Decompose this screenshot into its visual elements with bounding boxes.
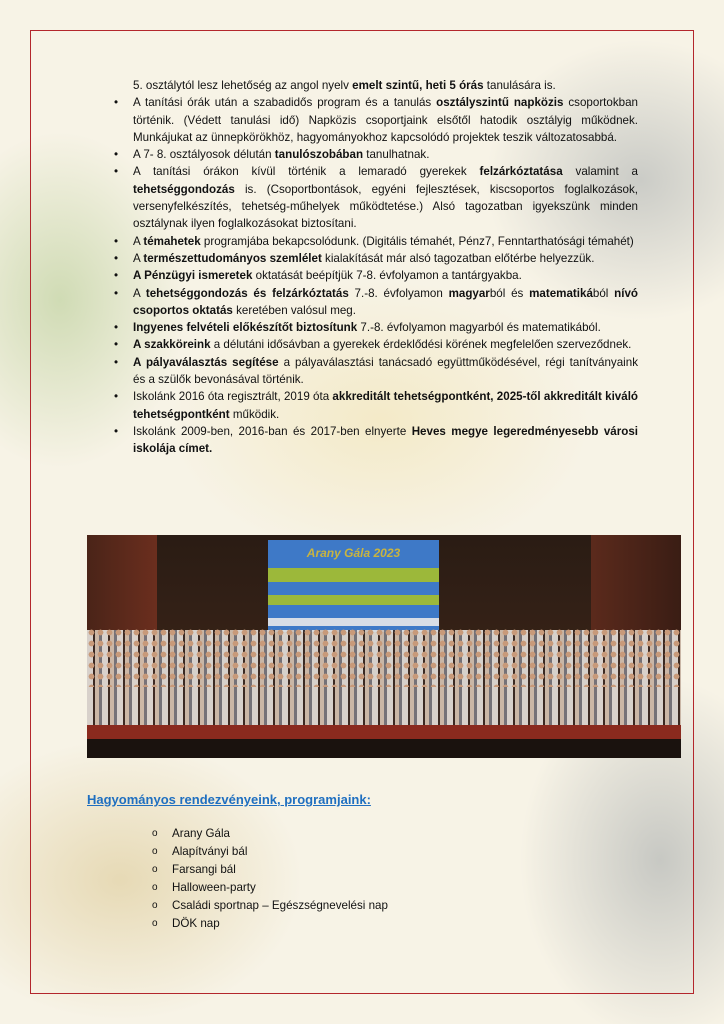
text: csoportokban történik. (Védett tanulási idő) Napközis csoportjaink elsőtől hatodik osztályig működnek. Munkájukat az ünnepkörökhöz, hagyományokhoz kapcsolódó projektek teszik változatosabbá. bbox=[133, 96, 638, 144]
bold-text: A szakköreink bbox=[133, 338, 211, 352]
list-item bbox=[106, 423, 638, 458]
text: 7.-8. évfolyamon magyarból és matematikából. bbox=[357, 321, 601, 335]
bold-text: magyar bbox=[448, 286, 490, 300]
bold-text: A pályaválasztás segítése bbox=[133, 355, 279, 369]
text: működik. bbox=[229, 407, 280, 421]
list-item bbox=[106, 163, 638, 232]
audience bbox=[87, 739, 681, 758]
bold-text: tanulószobában bbox=[274, 148, 364, 162]
events-heading: Hagyományos rendezvényeink, programjaink: bbox=[87, 792, 371, 807]
text: A bbox=[133, 286, 146, 300]
text: ból bbox=[592, 286, 615, 300]
bold-text: témahetek bbox=[143, 234, 201, 248]
event-item: o Farsangi bál bbox=[150, 861, 388, 879]
text: oktatását beépítjük 7-8. évfolyamon a tantárgyakba. bbox=[252, 269, 522, 283]
bold-text: Heves megye legeredményesebb városi iskolája címet. bbox=[133, 424, 638, 456]
event-item: o Alapítványi bál bbox=[150, 843, 388, 861]
text: A bbox=[133, 234, 144, 248]
events-list bbox=[150, 825, 388, 933]
text: A 7- 8. osztályosok délután bbox=[133, 148, 275, 162]
text: kialakítását már alsó tagozatban előtérbe helyezzük. bbox=[321, 251, 595, 265]
event-item: o Arany Gála bbox=[150, 825, 388, 843]
bold-text: tehetséggondozás és felzárkóztatás bbox=[145, 286, 349, 300]
students-heads bbox=[87, 627, 681, 687]
bold-text: felzárkóztatása bbox=[479, 165, 563, 179]
text: 5. osztálytól lesz lehetőség az angol nyelv bbox=[133, 79, 353, 92]
bold-text: matematiká bbox=[529, 286, 593, 300]
bold-text: akkreditált tehetségpontként, 2025-től akkreditált kiváló tehetségpontként bbox=[133, 390, 639, 421]
text: programjába bekapcsolódunk. (Digitális témahét, Pénz7, Fenntarthatósági témahét) bbox=[200, 234, 634, 248]
projection-screen bbox=[268, 540, 439, 632]
event-item: o Családi sportnap – Egészségnevelési nap bbox=[150, 897, 388, 915]
text: 7.-8. évfolyamon bbox=[348, 286, 449, 300]
screen-title: Arany Gála 2023 bbox=[306, 546, 401, 560]
list-item bbox=[106, 354, 638, 389]
bold-text: A Pénzügyi ismeretek bbox=[133, 269, 253, 283]
text: a pályaválasztási tanácsadó együttműködésével, régi tanítványaink és a szülők bevonásával történik. bbox=[133, 355, 638, 387]
bold-text: természettudományos szemlélet bbox=[143, 251, 322, 265]
stage-edge bbox=[87, 725, 681, 739]
event-item: o Halloween-party bbox=[150, 879, 388, 897]
list-item bbox=[106, 319, 638, 336]
text: ból és bbox=[489, 286, 530, 300]
list-item bbox=[106, 233, 638, 250]
text: Iskolánk 2009-ben, 2016-ban és 2017-ben elnyerte bbox=[133, 424, 412, 438]
text: valamint a bbox=[562, 165, 639, 179]
text: a délutáni idősávban a gyerekek érdeklődési körének megfelelően szerveződnek. bbox=[210, 338, 632, 352]
list-item bbox=[106, 250, 638, 267]
list-item bbox=[106, 388, 638, 423]
intro-paragraph bbox=[106, 77, 638, 94]
list-item bbox=[106, 267, 638, 284]
bold-text: nívó csoportos oktatás bbox=[133, 286, 638, 317]
body-text bbox=[106, 77, 638, 458]
text: A tanítási órák után a szabadidős program és a tanulás bbox=[133, 96, 437, 110]
text: tanulhatnak. bbox=[363, 148, 430, 162]
arany-gala-photo bbox=[87, 535, 681, 758]
bold-text: Ingyenes felvételi előkészítőt biztosítunk bbox=[133, 321, 358, 335]
text: A bbox=[133, 251, 144, 265]
text: A tanítási órákon kívül történik a lemaradó gyerekek bbox=[133, 165, 480, 179]
text: keretében valósul meg. bbox=[232, 303, 356, 317]
bold-text: osztályszintű napközis bbox=[436, 96, 564, 110]
feature-list bbox=[106, 94, 638, 457]
text: is. (Csoportbontások, egyéni fejlesztések, kiscsoportos foglalkozások, versenyfelkészítés, tehetség-műhelyek működtetése.) Alsó tagozatban igyekszünk minden osztálynak ilyen foglalkozásokat biztosítani. bbox=[133, 182, 638, 231]
text: tanulására is. bbox=[483, 79, 556, 92]
list-item bbox=[106, 336, 638, 353]
list-item bbox=[106, 94, 638, 146]
list-item bbox=[106, 285, 638, 320]
bold-text: emelt szintű, heti 5 órás bbox=[352, 79, 484, 92]
event-item: o DÖK nap bbox=[150, 915, 388, 933]
text: Iskolánk 2016 óta regisztrált, 2019 óta bbox=[133, 390, 333, 404]
bold-text: tehetséggondozás bbox=[133, 182, 235, 196]
list-item bbox=[106, 146, 638, 163]
